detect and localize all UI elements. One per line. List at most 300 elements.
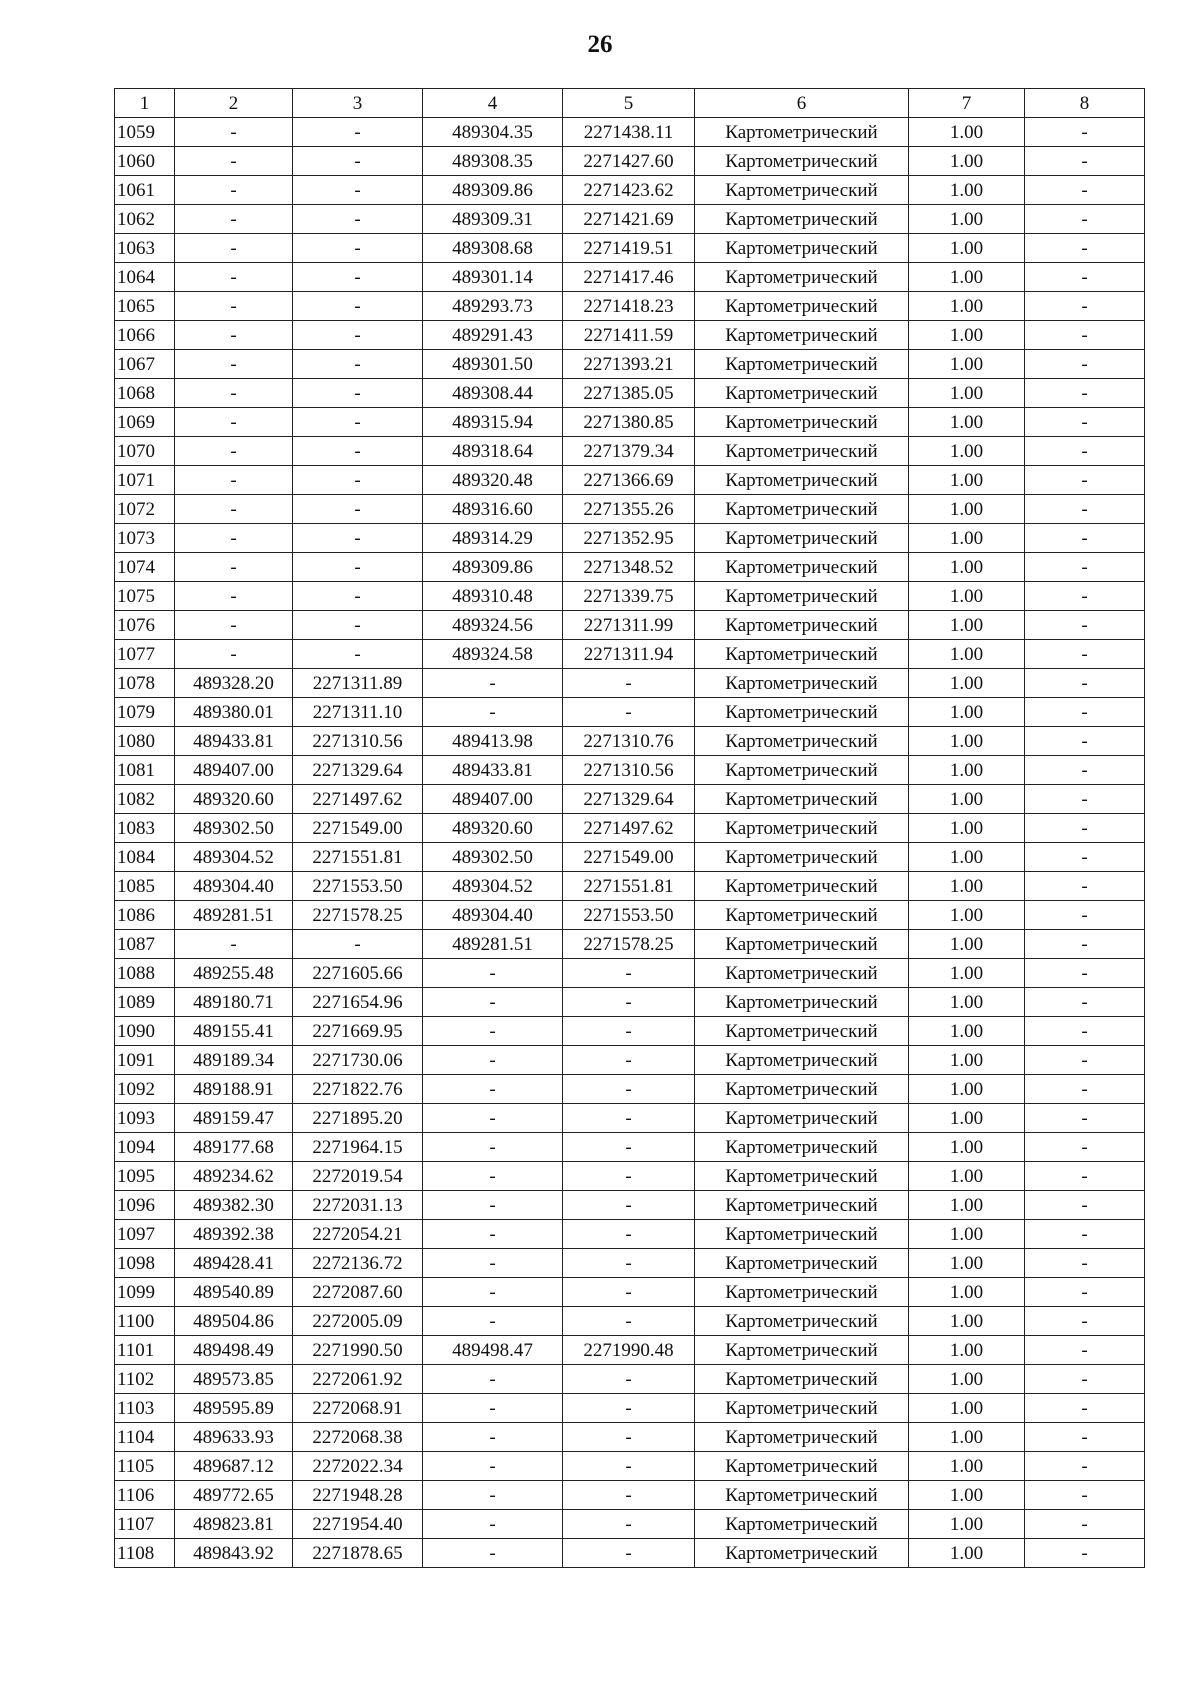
table-cell: 1090 bbox=[115, 1017, 175, 1046]
table-row bbox=[115, 669, 1145, 698]
table-cell: 1.00 bbox=[909, 292, 1025, 321]
table-cell: - bbox=[1025, 698, 1145, 727]
table-cell: - bbox=[1025, 263, 1145, 292]
table-cell: 1081 bbox=[115, 756, 175, 785]
table-cell: - bbox=[293, 147, 423, 176]
table-cell: - bbox=[1025, 1365, 1145, 1394]
table-cell: 1107 bbox=[115, 1510, 175, 1539]
table-cell: 1064 bbox=[115, 263, 175, 292]
table-cell: - bbox=[563, 1481, 695, 1510]
table-cell: 489413.98 bbox=[423, 727, 563, 756]
table-cell: 1.00 bbox=[909, 1046, 1025, 1075]
table-cell: 1087 bbox=[115, 930, 175, 959]
table-row bbox=[115, 1075, 1145, 1104]
table-cell: - bbox=[175, 553, 293, 582]
table-cell: Картометрический bbox=[695, 727, 909, 756]
table-cell: 2271417.46 bbox=[563, 263, 695, 292]
table-cell: 2272022.34 bbox=[293, 1452, 423, 1481]
table-cell: 1.00 bbox=[909, 1336, 1025, 1365]
table-cell: 1.00 bbox=[909, 582, 1025, 611]
table-cell: 489433.81 bbox=[175, 727, 293, 756]
table-cell: - bbox=[563, 1133, 695, 1162]
table-cell: 489234.62 bbox=[175, 1162, 293, 1191]
table-cell: Картометрический bbox=[695, 814, 909, 843]
table-cell: 489324.58 bbox=[423, 640, 563, 669]
table-row bbox=[115, 379, 1145, 408]
table-cell: - bbox=[423, 1162, 563, 1191]
table-cell: Картометрический bbox=[695, 176, 909, 205]
table-cell: 1082 bbox=[115, 785, 175, 814]
table-cell: Картометрический bbox=[695, 350, 909, 379]
table-cell: 489309.86 bbox=[423, 553, 563, 582]
table-cell: - bbox=[423, 1452, 563, 1481]
table-cell: - bbox=[293, 292, 423, 321]
table-cell: 489843.92 bbox=[175, 1539, 293, 1568]
table-cell: 489302.50 bbox=[423, 843, 563, 872]
table-cell: 2271310.76 bbox=[563, 727, 695, 756]
table-row bbox=[115, 1104, 1145, 1133]
column-header: 1 bbox=[115, 89, 175, 118]
table-cell: 489314.29 bbox=[423, 524, 563, 553]
table-cell: - bbox=[293, 379, 423, 408]
table-cell: Картометрический bbox=[695, 379, 909, 408]
table-cell: 2271419.51 bbox=[563, 234, 695, 263]
table-row bbox=[115, 1365, 1145, 1394]
table-cell: 1.00 bbox=[909, 408, 1025, 437]
table-cell: 2271339.75 bbox=[563, 582, 695, 611]
table-cell: 489316.60 bbox=[423, 495, 563, 524]
table-cell: 1065 bbox=[115, 292, 175, 321]
table-cell: Картометрический bbox=[695, 785, 909, 814]
table-cell: Картометрический bbox=[695, 1249, 909, 1278]
table-cell: - bbox=[1025, 1191, 1145, 1220]
table-cell: Картометрический bbox=[695, 582, 909, 611]
table-cell: 2271310.56 bbox=[293, 727, 423, 756]
table-cell: 2272068.91 bbox=[293, 1394, 423, 1423]
table-cell: - bbox=[1025, 379, 1145, 408]
table-cell: Картометрический bbox=[695, 553, 909, 582]
table-row bbox=[115, 234, 1145, 263]
table-cell: 489428.41 bbox=[175, 1249, 293, 1278]
table-cell: - bbox=[423, 698, 563, 727]
table-cell: - bbox=[563, 1394, 695, 1423]
table-row bbox=[115, 1539, 1145, 1568]
table-cell: - bbox=[1025, 118, 1145, 147]
table-cell: 1062 bbox=[115, 205, 175, 234]
table-cell: - bbox=[423, 988, 563, 1017]
table-cell: - bbox=[1025, 350, 1145, 379]
table-cell: 1106 bbox=[115, 1481, 175, 1510]
table-cell: - bbox=[175, 582, 293, 611]
table-cell: 2271822.76 bbox=[293, 1075, 423, 1104]
table-cell: - bbox=[423, 1423, 563, 1452]
table-cell: 1101 bbox=[115, 1336, 175, 1365]
table-cell: 1.00 bbox=[909, 495, 1025, 524]
table-cell: 1.00 bbox=[909, 1220, 1025, 1249]
table-cell: - bbox=[175, 292, 293, 321]
table-cell: - bbox=[1025, 1278, 1145, 1307]
table-cell: Картометрический bbox=[695, 930, 909, 959]
table-cell: - bbox=[423, 669, 563, 698]
table-cell: 1099 bbox=[115, 1278, 175, 1307]
table-cell: 489308.44 bbox=[423, 379, 563, 408]
table-cell: 2271578.25 bbox=[293, 901, 423, 930]
table-cell: 2272087.60 bbox=[293, 1278, 423, 1307]
table-cell: 2271385.05 bbox=[563, 379, 695, 408]
page-number: 26 bbox=[587, 31, 613, 58]
table-cell: 1.00 bbox=[909, 640, 1025, 669]
table-row bbox=[115, 350, 1145, 379]
table-cell: Картометрический bbox=[695, 669, 909, 698]
table-cell: Картометрический bbox=[695, 321, 909, 350]
table-cell: 489189.34 bbox=[175, 1046, 293, 1075]
table-cell: 1091 bbox=[115, 1046, 175, 1075]
table-cell: - bbox=[563, 1162, 695, 1191]
table-cell: - bbox=[1025, 1249, 1145, 1278]
table-cell: 489380.01 bbox=[175, 698, 293, 727]
table-row bbox=[115, 176, 1145, 205]
table-row bbox=[115, 901, 1145, 930]
table-row bbox=[115, 1452, 1145, 1481]
table-cell: 2271605.66 bbox=[293, 959, 423, 988]
coordinates-table bbox=[114, 88, 1145, 1568]
table-cell: - bbox=[293, 176, 423, 205]
table-row bbox=[115, 292, 1145, 321]
table-cell: 1077 bbox=[115, 640, 175, 669]
table-cell: - bbox=[1025, 408, 1145, 437]
table-cell: Картометрический bbox=[695, 1336, 909, 1365]
table-row bbox=[115, 1133, 1145, 1162]
table-cell: 1.00 bbox=[909, 1104, 1025, 1133]
table-cell: - bbox=[563, 1539, 695, 1568]
table-row bbox=[115, 1394, 1145, 1423]
table-cell: 1083 bbox=[115, 814, 175, 843]
table-cell: Картометрический bbox=[695, 205, 909, 234]
table-row bbox=[115, 1423, 1145, 1452]
column-header: 7 bbox=[909, 89, 1025, 118]
table-cell: 489633.93 bbox=[175, 1423, 293, 1452]
table-cell: Картометрический bbox=[695, 292, 909, 321]
table-cell: 1.00 bbox=[909, 1365, 1025, 1394]
table-cell: 489309.31 bbox=[423, 205, 563, 234]
column-header: 5 bbox=[563, 89, 695, 118]
table-cell: 2271578.25 bbox=[563, 930, 695, 959]
table-cell: - bbox=[423, 1104, 563, 1133]
table-cell: 2271730.06 bbox=[293, 1046, 423, 1075]
table-cell: 1.00 bbox=[909, 147, 1025, 176]
table-cell: 2271549.00 bbox=[293, 814, 423, 843]
table-cell: 489320.60 bbox=[175, 785, 293, 814]
table-cell: 1104 bbox=[115, 1423, 175, 1452]
table-cell: 2272061.92 bbox=[293, 1365, 423, 1394]
table-cell: - bbox=[1025, 930, 1145, 959]
table-cell: 489301.50 bbox=[423, 350, 563, 379]
table-cell: - bbox=[563, 1104, 695, 1133]
table-cell: 489504.86 bbox=[175, 1307, 293, 1336]
table-cell: - bbox=[1025, 437, 1145, 466]
table-cell: - bbox=[1025, 814, 1145, 843]
table-cell: - bbox=[423, 1220, 563, 1249]
table-cell: - bbox=[1025, 466, 1145, 495]
table-cell: 489498.47 bbox=[423, 1336, 563, 1365]
table-cell: 2271379.34 bbox=[563, 437, 695, 466]
table-cell: 2271311.99 bbox=[563, 611, 695, 640]
table-cell: 2271497.62 bbox=[293, 785, 423, 814]
table-cell: - bbox=[1025, 176, 1145, 205]
table-cell: - bbox=[1025, 1133, 1145, 1162]
table-cell: 1097 bbox=[115, 1220, 175, 1249]
table-cell: 1073 bbox=[115, 524, 175, 553]
table-cell: 1098 bbox=[115, 1249, 175, 1278]
table-cell: 1.00 bbox=[909, 176, 1025, 205]
table-cell: 1.00 bbox=[909, 1191, 1025, 1220]
table-cell: - bbox=[1025, 1423, 1145, 1452]
table-cell: 489595.89 bbox=[175, 1394, 293, 1423]
table-cell: - bbox=[175, 408, 293, 437]
table-cell: - bbox=[423, 1075, 563, 1104]
table-cell: - bbox=[563, 1307, 695, 1336]
table-row bbox=[115, 408, 1145, 437]
table-cell: Картометрический bbox=[695, 263, 909, 292]
table-cell: 1.00 bbox=[909, 843, 1025, 872]
table-cell: 1103 bbox=[115, 1394, 175, 1423]
table-row bbox=[115, 698, 1145, 727]
table-cell: 2271348.52 bbox=[563, 553, 695, 582]
table-cell: 2271553.50 bbox=[563, 901, 695, 930]
table-cell: 2272054.21 bbox=[293, 1220, 423, 1249]
table-row bbox=[115, 263, 1145, 292]
table-cell: - bbox=[563, 988, 695, 1017]
table-row bbox=[115, 1191, 1145, 1220]
table-cell: 1063 bbox=[115, 234, 175, 263]
table-cell: - bbox=[423, 1017, 563, 1046]
table-cell: 2271964.15 bbox=[293, 1133, 423, 1162]
table-row bbox=[115, 1307, 1145, 1336]
table-cell: Картометрический bbox=[695, 901, 909, 930]
table-cell: - bbox=[293, 408, 423, 437]
table-row bbox=[115, 988, 1145, 1017]
table-cell: - bbox=[175, 176, 293, 205]
table-cell: 1.00 bbox=[909, 234, 1025, 263]
table-cell: - bbox=[563, 1220, 695, 1249]
table-cell: - bbox=[1025, 553, 1145, 582]
table-cell: Картометрический bbox=[695, 959, 909, 988]
table-cell: 2271418.23 bbox=[563, 292, 695, 321]
table-cell: Картометрический bbox=[695, 118, 909, 147]
table-cell: 1.00 bbox=[909, 959, 1025, 988]
table-cell: - bbox=[1025, 292, 1145, 321]
table-cell: - bbox=[293, 930, 423, 959]
table-cell: 1067 bbox=[115, 350, 175, 379]
table-row bbox=[115, 466, 1145, 495]
table-cell: 489407.00 bbox=[423, 785, 563, 814]
table-row bbox=[115, 1336, 1145, 1365]
table-cell: 1075 bbox=[115, 582, 175, 611]
table-cell: 2271551.81 bbox=[293, 843, 423, 872]
table-cell: 489320.60 bbox=[423, 814, 563, 843]
table-cell: - bbox=[175, 234, 293, 263]
table-row bbox=[115, 321, 1145, 350]
table-cell: 2271393.21 bbox=[563, 350, 695, 379]
table-cell: 1.00 bbox=[909, 727, 1025, 756]
table-cell: - bbox=[563, 1365, 695, 1394]
table-cell: - bbox=[423, 1046, 563, 1075]
table-cell: Картометрический bbox=[695, 495, 909, 524]
table-row bbox=[115, 1220, 1145, 1249]
table-cell: - bbox=[1025, 756, 1145, 785]
table-cell: 1068 bbox=[115, 379, 175, 408]
table-cell: 2272136.72 bbox=[293, 1249, 423, 1278]
table-cell: - bbox=[563, 1423, 695, 1452]
table-row bbox=[115, 1481, 1145, 1510]
table-cell: 2271549.00 bbox=[563, 843, 695, 872]
table-cell: 2271366.69 bbox=[563, 466, 695, 495]
table-cell: 2271311.94 bbox=[563, 640, 695, 669]
table-cell: 489304.35 bbox=[423, 118, 563, 147]
table-cell: 2271948.28 bbox=[293, 1481, 423, 1510]
column-header: 2 bbox=[175, 89, 293, 118]
table-row bbox=[115, 553, 1145, 582]
table-cell: - bbox=[293, 611, 423, 640]
table-cell: - bbox=[175, 118, 293, 147]
table-cell: - bbox=[423, 1481, 563, 1510]
table-cell: Картометрический bbox=[695, 1017, 909, 1046]
table-cell: 2271497.62 bbox=[563, 814, 695, 843]
table-row bbox=[115, 843, 1145, 872]
table-cell: Картометрический bbox=[695, 1075, 909, 1104]
table-cell: 1.00 bbox=[909, 698, 1025, 727]
table-cell: 1105 bbox=[115, 1452, 175, 1481]
table-cell: 489324.56 bbox=[423, 611, 563, 640]
table-cell: Картометрический bbox=[695, 1423, 909, 1452]
table-cell: 1.00 bbox=[909, 466, 1025, 495]
table-cell: - bbox=[423, 1365, 563, 1394]
table-cell: - bbox=[1025, 1046, 1145, 1075]
table-cell: 489304.40 bbox=[175, 872, 293, 901]
table-cell: 2271895.20 bbox=[293, 1104, 423, 1133]
table-cell: 1.00 bbox=[909, 1423, 1025, 1452]
table-cell: 2271352.95 bbox=[563, 524, 695, 553]
table-cell: - bbox=[1025, 785, 1145, 814]
table-cell: Картометрический bbox=[695, 1539, 909, 1568]
table-cell: - bbox=[1025, 640, 1145, 669]
table-cell: - bbox=[175, 147, 293, 176]
table-cell: Картометрический bbox=[695, 408, 909, 437]
table-cell: 2272068.38 bbox=[293, 1423, 423, 1452]
table-cell: - bbox=[1025, 1510, 1145, 1539]
table-cell: - bbox=[175, 466, 293, 495]
table-cell: - bbox=[1025, 1104, 1145, 1133]
table-cell: - bbox=[1025, 582, 1145, 611]
table-cell: 489308.35 bbox=[423, 147, 563, 176]
table-cell: - bbox=[1025, 669, 1145, 698]
table-cell: 1.00 bbox=[909, 1539, 1025, 1568]
table-cell: - bbox=[563, 698, 695, 727]
table-cell: 489281.51 bbox=[423, 930, 563, 959]
table-cell: 489301.14 bbox=[423, 263, 563, 292]
table-cell: 1094 bbox=[115, 1133, 175, 1162]
table-cell: Картометрический bbox=[695, 843, 909, 872]
table-row bbox=[115, 205, 1145, 234]
table-cell: 1.00 bbox=[909, 1307, 1025, 1336]
table-row bbox=[115, 640, 1145, 669]
table-cell: 1074 bbox=[115, 553, 175, 582]
table-cell: 489293.73 bbox=[423, 292, 563, 321]
table-cell: 1.00 bbox=[909, 1162, 1025, 1191]
table-cell: 1.00 bbox=[909, 205, 1025, 234]
table-cell: 489304.52 bbox=[423, 872, 563, 901]
table-cell: - bbox=[293, 205, 423, 234]
table-cell: - bbox=[175, 495, 293, 524]
table-cell: 2271355.26 bbox=[563, 495, 695, 524]
table-cell: - bbox=[293, 118, 423, 147]
table-cell: - bbox=[563, 1278, 695, 1307]
table-cell: 1089 bbox=[115, 988, 175, 1017]
table-cell: 489573.85 bbox=[175, 1365, 293, 1394]
table-cell: Картометрический bbox=[695, 640, 909, 669]
table-cell: 2271311.10 bbox=[293, 698, 423, 727]
table-cell: - bbox=[1025, 1307, 1145, 1336]
table-cell: 1.00 bbox=[909, 321, 1025, 350]
table-row bbox=[115, 1249, 1145, 1278]
column-header: 4 bbox=[423, 89, 563, 118]
table-cell: Картометрический bbox=[695, 698, 909, 727]
table-cell: 489687.12 bbox=[175, 1452, 293, 1481]
table-header-row bbox=[115, 89, 1145, 118]
table-cell: - bbox=[1025, 1394, 1145, 1423]
table-cell: 1.00 bbox=[909, 785, 1025, 814]
table-cell: 2271411.59 bbox=[563, 321, 695, 350]
table-cell: - bbox=[293, 350, 423, 379]
table-row bbox=[115, 495, 1145, 524]
table-cell: 1.00 bbox=[909, 350, 1025, 379]
table-cell: Картометрический bbox=[695, 611, 909, 640]
table-cell: - bbox=[423, 1249, 563, 1278]
table-cell: 2271990.48 bbox=[563, 1336, 695, 1365]
table-cell: - bbox=[1025, 495, 1145, 524]
table-cell: - bbox=[563, 1191, 695, 1220]
table-cell: - bbox=[293, 524, 423, 553]
table-cell: 1092 bbox=[115, 1075, 175, 1104]
table-row bbox=[115, 727, 1145, 756]
table-cell: 2272019.54 bbox=[293, 1162, 423, 1191]
table-cell: 1.00 bbox=[909, 611, 1025, 640]
table-cell: 2271878.65 bbox=[293, 1539, 423, 1568]
table-cell: 489320.48 bbox=[423, 466, 563, 495]
table-cell: 1.00 bbox=[909, 379, 1025, 408]
table-cell: - bbox=[293, 234, 423, 263]
table-cell: 489433.81 bbox=[423, 756, 563, 785]
table-row bbox=[115, 756, 1145, 785]
table-cell: 2271990.50 bbox=[293, 1336, 423, 1365]
table-cell: - bbox=[563, 1452, 695, 1481]
table-cell: 1086 bbox=[115, 901, 175, 930]
table-row bbox=[115, 437, 1145, 466]
table-cell: - bbox=[175, 437, 293, 466]
table-cell: 1.00 bbox=[909, 988, 1025, 1017]
table-cell: 2271669.95 bbox=[293, 1017, 423, 1046]
table-cell: 1069 bbox=[115, 408, 175, 437]
table-cell: - bbox=[563, 959, 695, 988]
table-cell: - bbox=[423, 959, 563, 988]
table-cell: Картометрический bbox=[695, 1481, 909, 1510]
table-cell: 489540.89 bbox=[175, 1278, 293, 1307]
table-cell: 1102 bbox=[115, 1365, 175, 1394]
table-row bbox=[115, 118, 1145, 147]
table-cell: - bbox=[1025, 872, 1145, 901]
table-cell: 489309.86 bbox=[423, 176, 563, 205]
table-cell: - bbox=[423, 1307, 563, 1336]
